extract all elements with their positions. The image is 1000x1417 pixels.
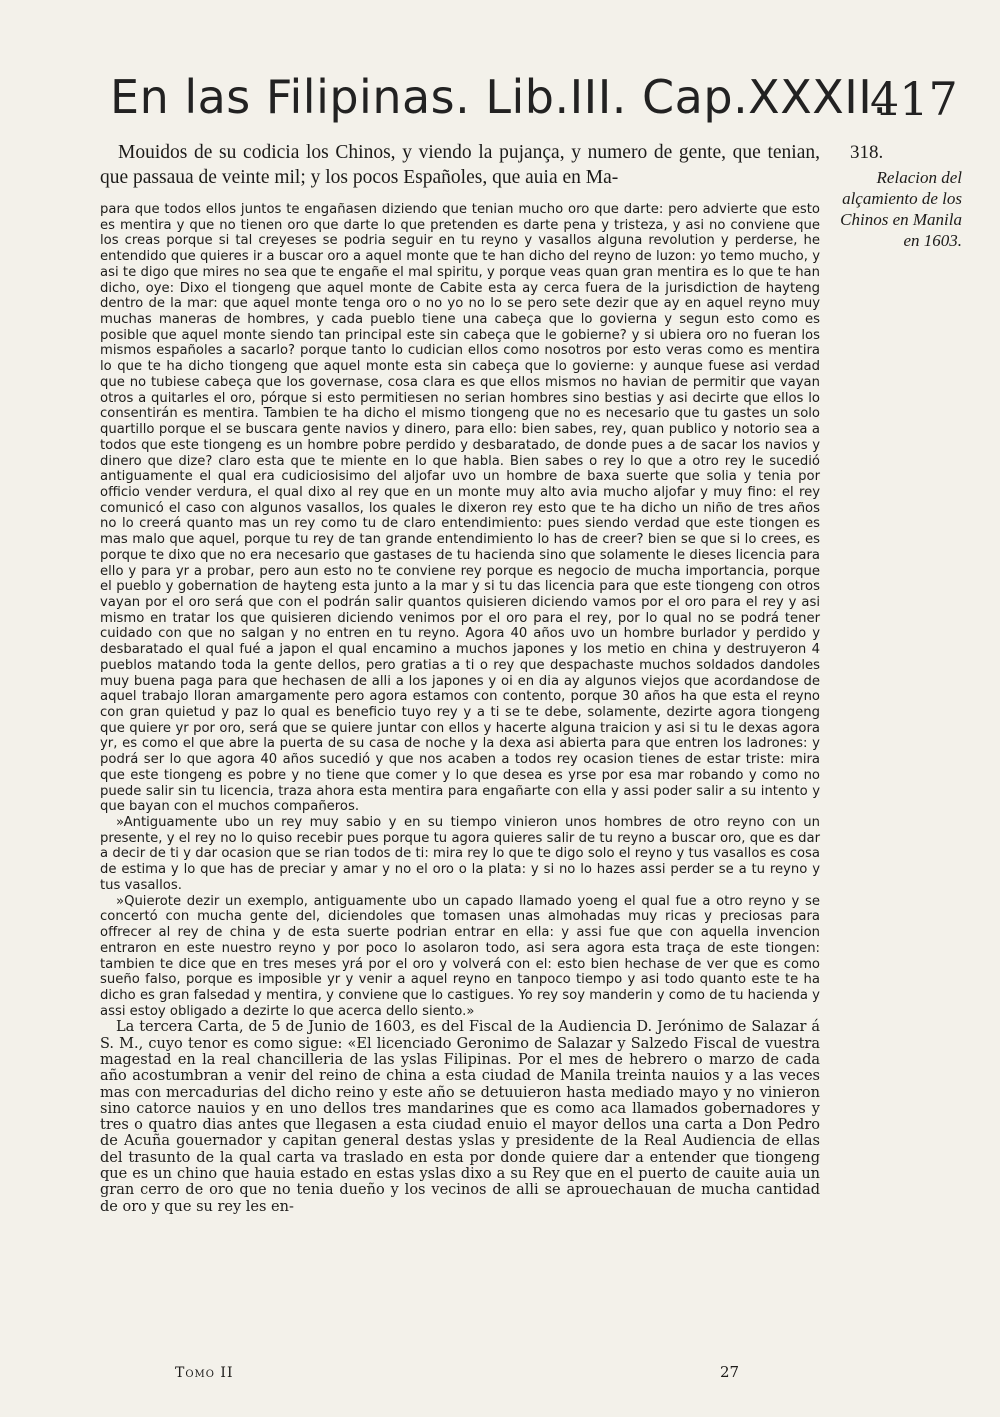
quoted-letter-paragraph-2: »Antiguamente ubo un rey muy sabio y en su tiempo vinieron unos hombres de otro reyno con un presente, y el rey no lo quiso recebir pues porque tu agora quieres salir de tu reyno a buscar oro, que es dar a decir de ti y dar ocasion que se rian todos de ti: mira rey lo que te digo solo el reyno y tus vasallos es cosa de estima y lo que has de preciar y amar y no el oro o la plata: y si no lo hazes assi perder se a tu reyno y tus vasallos. bbox=[100, 815, 820, 893]
page-number: 417 bbox=[870, 72, 958, 126]
marginal-note-text: Relacion del alçamiento de los Chinos en Manila en 1603. bbox=[840, 168, 962, 250]
running-title: En las Filipinas. Lib.III. Cap.XXXII. bbox=[110, 70, 888, 124]
quoted-letter-paragraph-3: »Quierote dezir un exemplo, antiguamente ubo un capado llamado yoeng el qual fue a otro reyno y se concertó con mucha gente del, diciendoles que tomasen unas almohadas muy ricas y preciosas para offrecer al rey de china y de esta suerte podrian entrar en ella: y assi fue que con aquella invencion entraron en este nuestro reyno y por poco lo asolaron todo, asi sera agora esta traça de este tiongen: tambien te dice que en tres meses yrá por el oro y volverá con el: esto bien hechase de ver que es como sueño falso, porque es imposible yr y venir a aquel reyno en tanpoco tiempo y asi todo quanto este te ha dicho es gran falsedad y mentira, y conviene que lo castigues. Yo rey soy manderin y como de tu hacienda y assi estoy obligado a dezirte lo que acerca dello siento.» bbox=[100, 893, 820, 1019]
marginal-note-number: 318. bbox=[850, 142, 884, 163]
marginal-note bbox=[832, 142, 962, 251]
third-letter-paragraph: La tercera Carta, de 5 de Junio de 1603, es del Fiscal de la Audiencia D. Jerónimo de Salazar á S. M., cuyo tenor es como sigue: «El licenciado Geronimo de Salazar y Salzedo Fiscal de vuestra magestad en la real chancilleria de las yslas Filipinas. Por el mes de hebrero o marzo de cada año acostumbran a venir del reino de china a esta ciudad de Manila treinta nauios y a las veces mas con mercadurias del dicho reino y este año se detuuieron hasta mediado mayo y no vinieron sino catorce nauios y en uno dellos tres mandarines que es como aca llamados gobernadores y tres o quatro dias antes que llegasen a esta ciudad enuio el mayor dellos una carta a Don Pedro de Acuña gouernador y capitan general destas yslas y presidente de la Real Audiencia de ellas del trasunto de la qual carta va traslado en esta por donde quiere dar a entender que tiongeng que es un chino que hauia estado en estas yslas dixo a su Rey que en el puerto de cauite auia un gran cerro de oro que no tenia dueño y los vecinos de alli se aprouechauan de mucha cantidad de oro y que su rey les en- bbox=[100, 1019, 820, 1215]
page-body bbox=[100, 140, 820, 1215]
volume-label: Tomo II bbox=[175, 1365, 234, 1381]
signature-mark: 27 bbox=[720, 1363, 740, 1381]
lead-paragraph: Mouidos de su codicia los Chinos, y viendo la pujança, y numero de gente, que tenian, que passaua de veinte mil; y los pocos Españoles, que auia en Ma- bbox=[100, 142, 820, 188]
quoted-letter-paragraph-1: para que todos ellos juntos te engañasen diziendo que tenian mucho oro que darte: pero advierte que esto es mentira y que no tienen oro que darte lo que pretenden es darte pena y tristeza, y asi no conviene que los creas porque si tal creyeses se podria seguir en tu reyno y vasallos alguna revolution y perderse, he entendido que quieres ir a buscar oro a aquel monte que te han dicho del reyno de luzon: yo temo mucho, y asi te digo que mires no sea que te engañe el mal spiritu, y porque veas quan gran mentira es lo que te han dicho, oye: Dixo el tiongeng que aquel monte de Cabite esta ay cerca fuera de la jurisdiction de hayteng dentro de la mar: que aquel monte tenga oro o no yo no lo se pero sete dezir que ay en aquel reyno muy muchas maneras de hombres, y cada pueblo tiene una cabeça que lo govierna y segun esto como es posible que aquel monte siendo tan principal este sin cabeça que le gobierne? y si ubiera oro no fueran los mismos españoles a sacarlo? porque tanto lo cudician ellos como nosotros por esto veras como es mentira lo que te ha dicho tiongeng que aquel monte esta sin cabeça que lo govierne: y aunque fuese asi verdad que no tubiese cabeça que los governase, cosa clara es que ellos mismos no havian de permitir que vayan otros a quitarles el oro, pórque si esto permitiesen no serian hombres sino bestias y asi decirte que ellos lo consentirán es mentira. Tambien te ha dicho el mismo tiongeng que no es necesario que tu gastes un solo quartillo porque el se buscara gente navios y dinero, para ello: bien sabes, rey, quan publico y notorio sea a todos que este tiongeng es un hombre pobre perdido y desbaratado, de donde pues a de sacar los navios y dinero que dize? claro esta que te miente en lo que habla. Bien sabes o rey lo que a otro rey le sucedió antiguamente el qual era cudiciosisimo del aljofar uvo un hombre de baxa suerte que solia y tenia por officio vender verdura, el qual dixo al rey que en un monte muy alto avia mucho aljofar y muy fino: el rey comunicó el caso con algunos vasallos, los quales le dixeron rey esto que te ha dicho un niño de tres años no lo creerá quanto mas un rey como tu de claro entendimiento: pues siendo verdad que este tiongen es mas malo que aquel, porque tu rey de tan grande entendimiento lo has de creer? bien se que si lo crees, es porque te dixo que no era necesario que gastases de tu hacienda sino que solamente le dieses licencia para ello y para yr a probar, pero aun esto no te conviene rey porque es negocio de mucha importancia, porque el pueblo y gobernation de hayteng esta junto a la mar y si tu das licencia para que este tiongeng con otros vayan por el oro será que con el podrán salir quantos quisieren diciendo vamos por el oro para el rey y asi mismo en tratar los que quisieren diciendo venimos por el oro para el rey, por lo qual no se podrá tener cuidado con que no salgan y no entren en tu reyno. Agora 40 años uvo un hombre burlador y perdido y desbaratado el qual fué a japon el qual encamino a muchos japones y los metio en china y destruyeron 4 pueblos matando toda la gente dellos, pero gratias a ti o rey que despachaste muchos soldados dandoles muy buena paga para que hechasen de alli a los japones y oi en dia ay algunos viejos que acordandose de aquel trabajo lloran amargamente pero agora estamos con contento, porque 30 años ha que esta el reyno con gran quietud y paz lo qual es beneficio tuyo rey y a ti se te debe, solamente, dezirte agora tiongeng que quiere yr por oro, será que se quiere juntar con ellos y hacerte alguna traicion y asi si tu le dexas agora yr, es como el que abre la puerta de su casa de noche y la dexa asi abierta para que entren los ladrones: y podrá ser lo que agora 40 años sucedió y que nos acaben a todos rey ocasion tienes de estar triste: mira que este tiongeng es pobre y no tiene que comer y lo que desea es yrse por esa mar robando y como no puede salir sin tu licencia, traza ahora esta mentira para engañarte con ella y assi poder salir a su intento y que bayan con el muchos compañeros. bbox=[100, 202, 820, 815]
